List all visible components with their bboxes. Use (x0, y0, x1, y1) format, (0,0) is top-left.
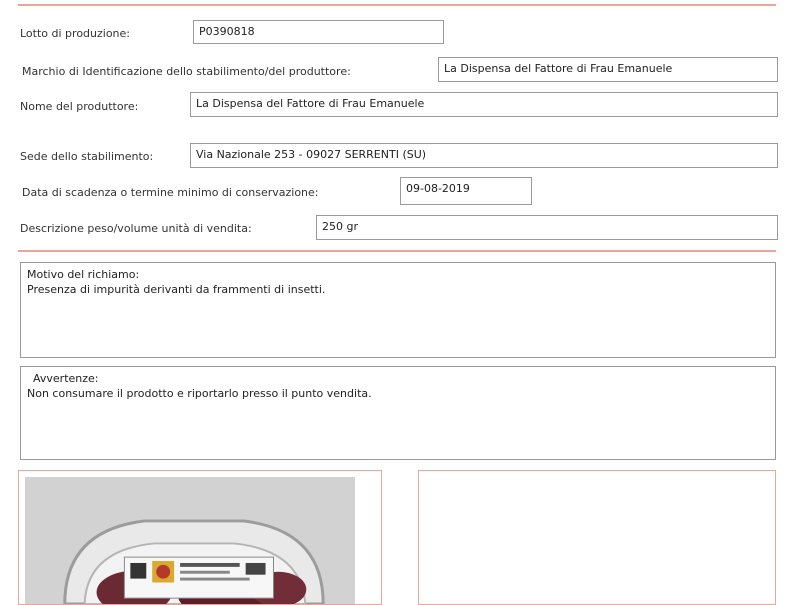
scadenza-label: Data di scadenza o termine minimo di conservazione: (22, 186, 319, 199)
lotto-field[interactable]: P0390818 (193, 20, 444, 44)
nome-label: Nome del produttore: (20, 100, 139, 113)
sede-field[interactable]: Via Nazionale 253 - 09027 SERRENTI (SU) (190, 143, 778, 168)
lotto-label: Lotto di produzione: (20, 27, 131, 40)
section-divider (18, 250, 776, 252)
motivo-text: Presenza di impurità derivanti da frammenti di insetti. (27, 283, 326, 296)
nome-field[interactable]: La Dispensa del Fattore di Frau Emanuele (190, 92, 778, 117)
product-photo (25, 477, 355, 604)
product-package-image (25, 477, 355, 604)
motivo-box[interactable] (20, 262, 776, 358)
avvertenze-text: Non consumare il prodotto e riportarlo presso il punto vendita. (27, 387, 372, 400)
product-photo-panel (18, 470, 382, 605)
peso-label: Descrizione peso/volume unità di vendita: (20, 222, 252, 235)
motivo-title: Motivo del richiamo: (27, 268, 140, 281)
sede-label: Sede dello stabilimento: (20, 150, 154, 163)
avvertenze-box[interactable] (20, 366, 776, 460)
peso-field[interactable]: 250 gr (316, 215, 778, 240)
empty-panel (418, 470, 776, 605)
marchio-field[interactable]: La Dispensa del Fattore di Frau Emanuele (438, 57, 778, 82)
marchio-label: Marchio di Identificazione dello stabilimento/del produttore: (22, 65, 351, 78)
avvertenze-title: Avvertenze: (33, 372, 99, 385)
scadenza-field[interactable]: 09-08-2019 (400, 177, 532, 205)
top-divider (18, 4, 776, 6)
